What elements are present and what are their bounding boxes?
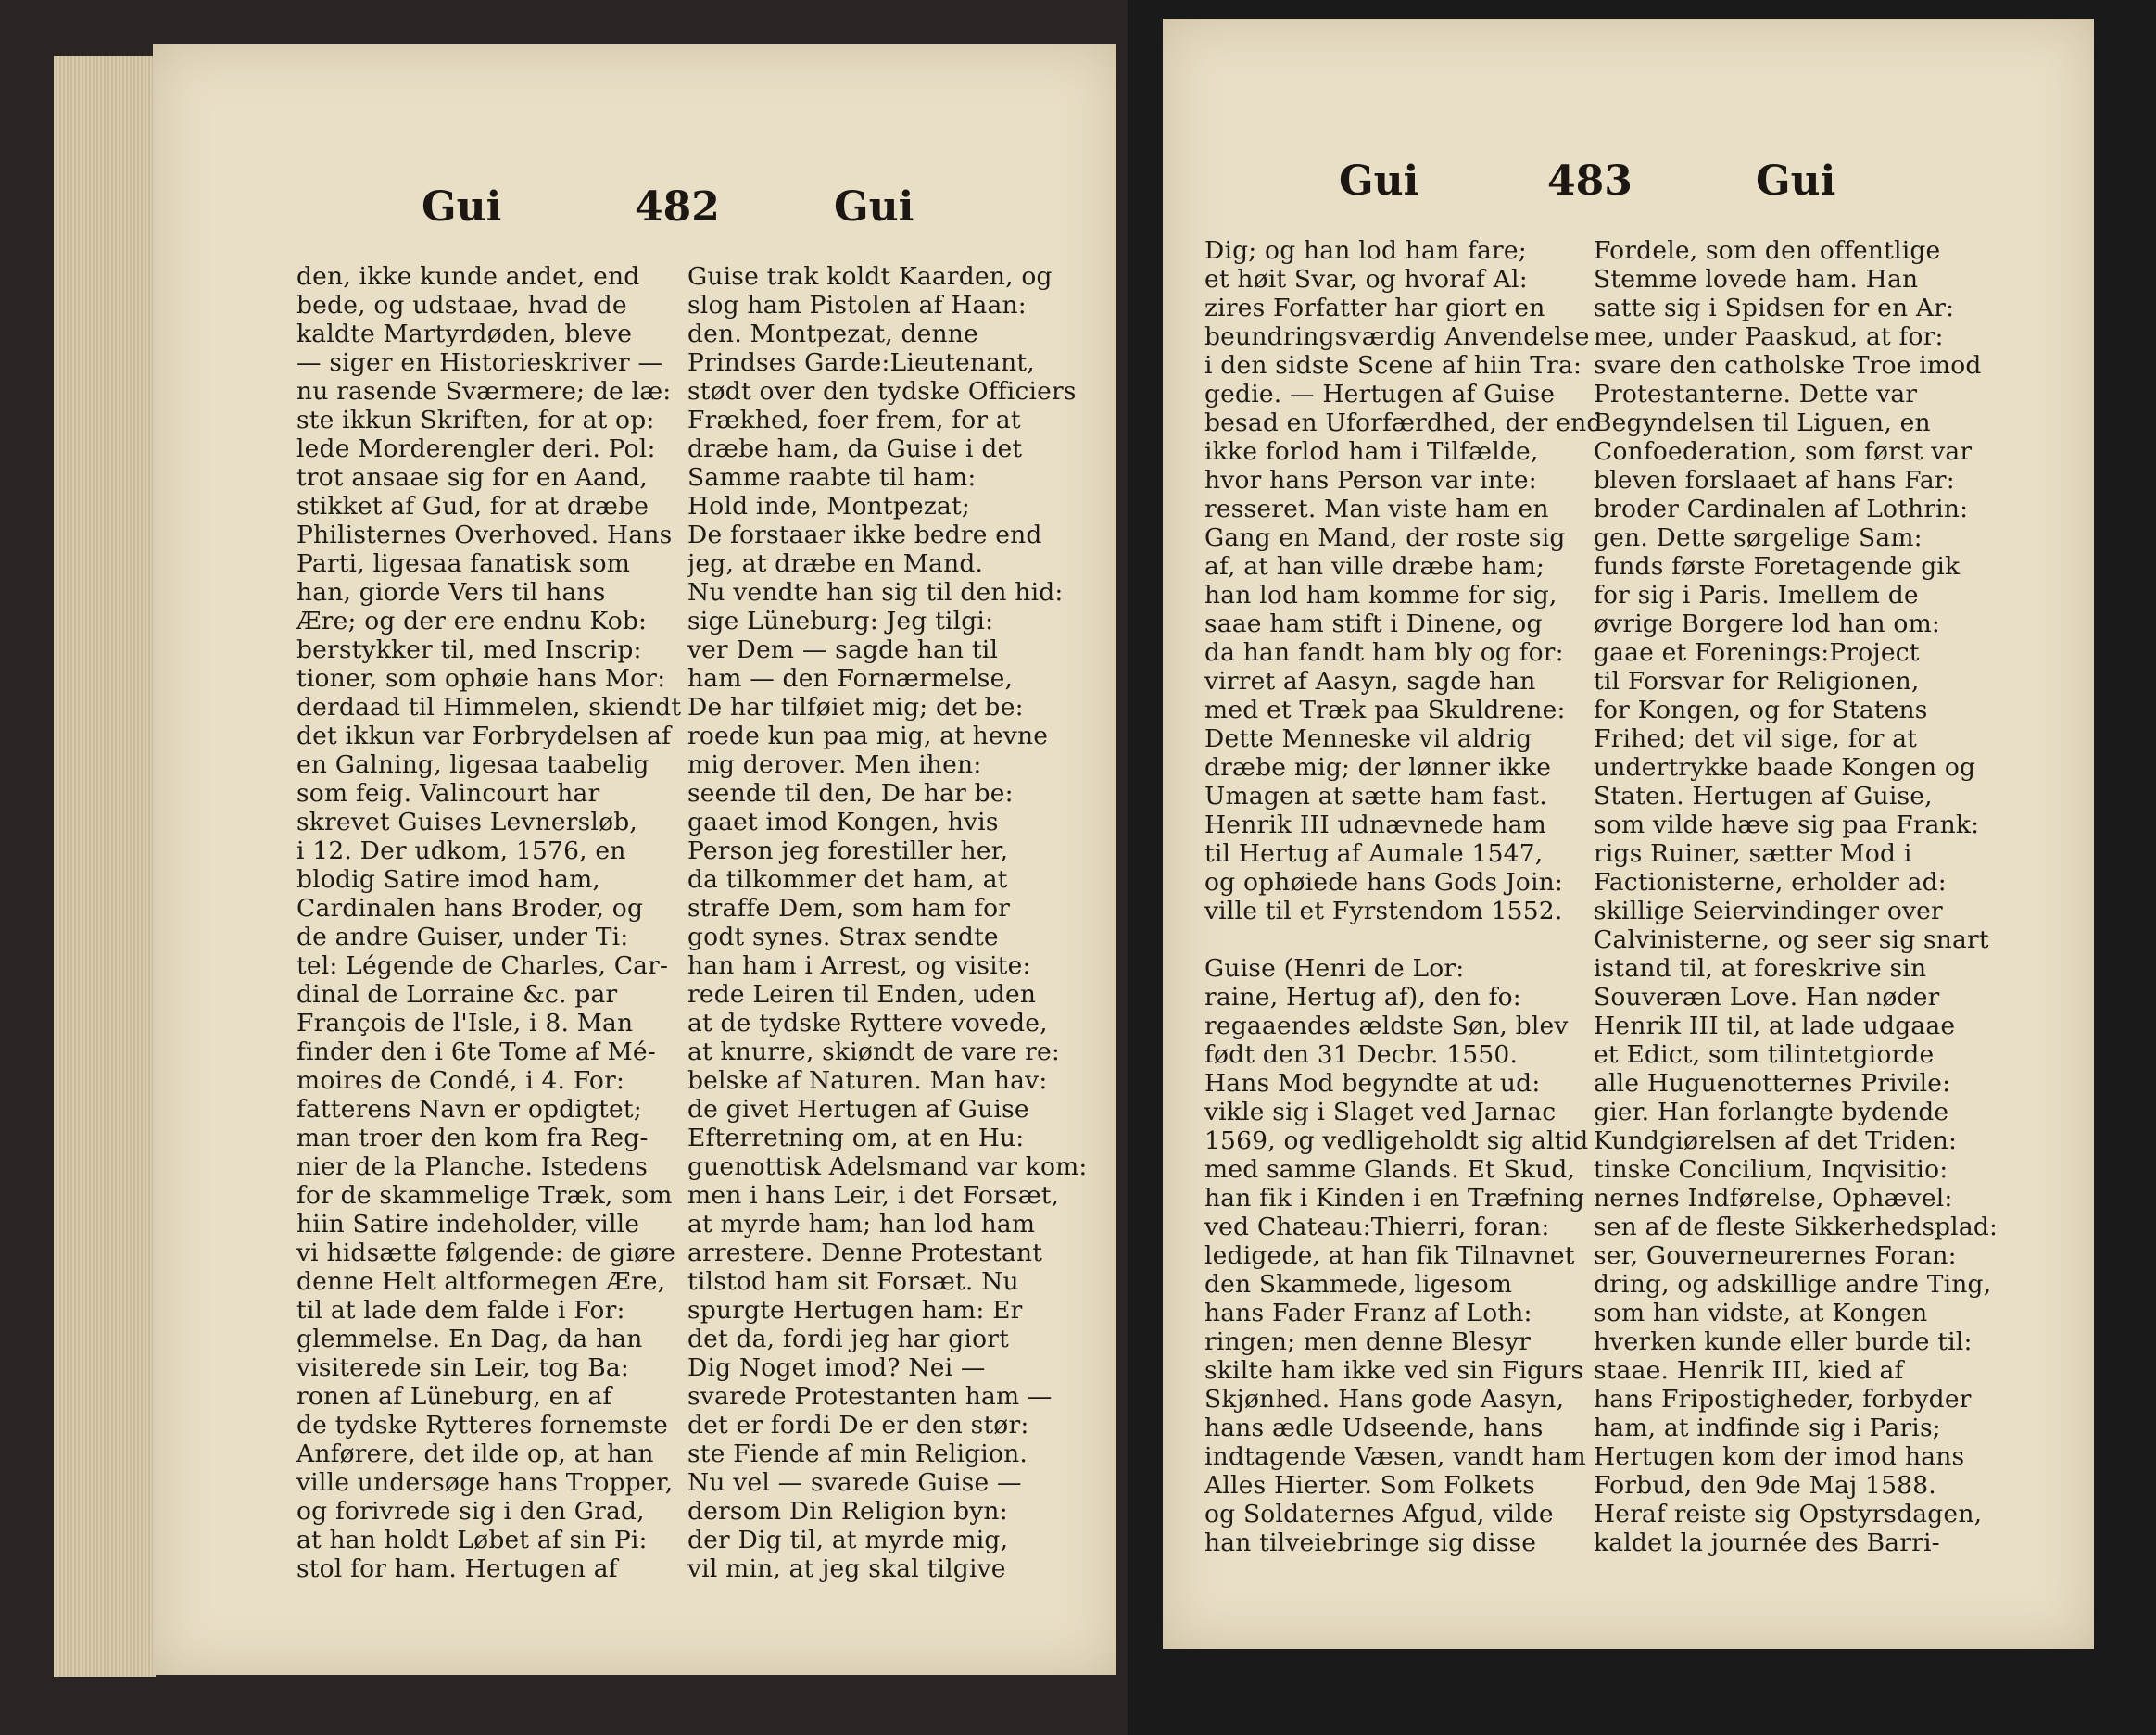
text-line: Stemme lovede ham. Han (1594, 265, 1919, 294)
text-line: vikle sig i Slaget ved Jarnac (1204, 1098, 1557, 1126)
text-line: Heraf reiste sig Opstyrsdagen, (1594, 1500, 1983, 1528)
text-line: ham, at indfinde sig i Paris; (1594, 1414, 1941, 1442)
text-line: funds første Foretagende gik (1594, 552, 1961, 581)
text-line: skillige Seiervindinger over (1594, 897, 1943, 925)
text-line: François de l'Isle, i 8. Man (296, 1009, 634, 1037)
text-line: nernes Indførelse, Ophævel: (1594, 1184, 1953, 1213)
text-line: De forstaaer ikke bedre end (687, 521, 1042, 549)
right-page (1163, 19, 2094, 1649)
text-line: stødt over den tydske Officiers (687, 377, 1077, 406)
text-line: et høit Svar, og hvoraf Al: (1204, 265, 1528, 294)
text-line: dræbe ham, da Guise i det (687, 434, 1023, 463)
text-line: istand til, at foreskrive sin (1594, 954, 1927, 983)
text-line: resseret. Man viste ham en (1204, 495, 1549, 523)
text-line: tel: Légende de Charles, Car- (296, 951, 669, 980)
text-line: Dette Menneske vil aldrig (1204, 724, 1532, 753)
text-line: moires de Condé, i 4. For: (296, 1066, 625, 1095)
text-line: finder den i 6te Tome af Mé- (296, 1037, 656, 1066)
text-line: sige Lüneburg: Jeg tilgi: (687, 607, 994, 635)
text-line: han lod ham komme for sig, (1204, 581, 1557, 610)
text-line: for sig i Paris. Imellem de (1594, 581, 1919, 610)
text-line: Skjønhed. Hans gode Aasyn, (1204, 1385, 1565, 1414)
text-line: de andre Guiser, under Ti: (296, 923, 629, 951)
text-line: Umagen at sætte ham fast. (1204, 782, 1547, 811)
text-line: han fik i Kinden i en Træfning (1204, 1184, 1585, 1213)
text-line: derdaad til Himmelen, skiendt (296, 693, 682, 722)
text-line: øvrige Borgere lod han om: (1594, 610, 1941, 638)
text-line: Henrik III til, at lade udgaae (1594, 1012, 1956, 1040)
page-edges (54, 56, 156, 1677)
page-number: 483 (1547, 157, 1633, 205)
text-line: og ophøiede hans Gods Join: (1204, 868, 1564, 897)
text-line: født den 31 Decbr. 1550. (1204, 1040, 1519, 1069)
text-line: hans Fripostigheder, forbyder (1594, 1385, 1972, 1414)
text-line: Samme raabte til ham: (687, 463, 977, 492)
text-line: vi hidsætte følgende: de giøre (296, 1238, 676, 1267)
text-line: lede Morderengler deri. Pol: (296, 434, 656, 463)
right-page-header (1163, 120, 2094, 205)
text-line: hans ædle Udseende, hans (1204, 1414, 1544, 1442)
text-line: Confoederation, som først var (1594, 437, 1973, 466)
text-line: beundringsværdig Anvendelse (1204, 322, 1590, 351)
text-line: ville undersøge hans Tropper, (296, 1468, 674, 1497)
text-line: gedie. — Hertugen af Guise (1204, 380, 1556, 409)
text-line: besad en Uforfærdhed, der end (1204, 409, 1603, 437)
text-line: Gang en Mand, der roste sig (1204, 523, 1566, 552)
left-page-header (153, 146, 1116, 231)
text-line: bleven forslaaet af hans Far: (1594, 466, 1955, 495)
text-line: regaaendes ældste Søn, blev (1204, 1012, 1569, 1040)
text-line: ham — den Fornærmelse, (687, 664, 1014, 693)
text-line: Calvinisterne, og seer sig snart (1594, 925, 1989, 954)
text-line: zires Forfatter har giort en (1204, 294, 1545, 322)
text-line: Staten. Hertugen af Guise, (1594, 782, 1933, 811)
text-line: han ham i Arrest, og visite: (687, 951, 1031, 980)
text-line: at knurre, skiøndt de vare re: (687, 1037, 1061, 1066)
text-line: broder Cardinalen af Lothrin: (1594, 495, 1969, 523)
text-line: i den sidste Scene af hiin Tra: (1204, 351, 1582, 380)
right-page-column-1 (1204, 236, 1603, 1557)
page-number: 482 (635, 183, 720, 231)
text-line: nu rasende Sværmere; de læ: (296, 377, 672, 406)
left-header-word: Gui (1339, 157, 1419, 205)
text-line: Cardinalen hans Broder, og (296, 894, 644, 923)
text-line: da tilkommer det ham, at (687, 865, 1008, 894)
text-line: alle Huguenotternes Privile: (1594, 1069, 1951, 1098)
text-line: denne Helt altformegen Ære, (296, 1267, 666, 1296)
text-line: med et Træk paa Skuldrene: (1204, 696, 1566, 724)
text-line: dersom Din Religion byn: (687, 1497, 1008, 1526)
text-line: Dig; og han lod ham fare; (1204, 236, 1527, 265)
text-line: i 12. Der udkom, 1576, en (296, 836, 626, 865)
text-line: svare den catholske Troe imod (1594, 351, 1982, 380)
text-line: gaaet imod Kongen, hvis (687, 808, 999, 836)
text-line: Fordele, som den offentlige (1594, 236, 1941, 265)
text-line: for de skammelige Træk, som (296, 1181, 673, 1210)
text-line: Dig Noget imod? Nei — (687, 1353, 986, 1382)
text-line: Frihed; det vil sige, for at (1594, 724, 1918, 753)
text-line: skrevet Guises Levnersløb, (296, 808, 638, 836)
text-line: man troer den kom fra Reg- (296, 1124, 649, 1152)
text-line: af, at han ville dræbe ham; (1204, 552, 1545, 581)
text-line: dinal de Lorraine &c. par (296, 980, 618, 1009)
text-line: kaldte Martyrdøden, bleve (296, 320, 633, 348)
text-line: stikket af Gud, for at dræbe (296, 492, 649, 521)
text-line: guenottisk Adelsmand var kom: (687, 1152, 1088, 1181)
text-line (1204, 925, 1603, 954)
text-line: han tilveiebringe sig disse (1204, 1528, 1537, 1557)
text-line: kaldet la journée des Barri- (1594, 1528, 1940, 1557)
text-line: Hold inde, Montpezat; (687, 492, 970, 521)
text-line: svarede Protestanten ham — (687, 1382, 1053, 1411)
right-page-column-2 (1594, 236, 1998, 1557)
text-line: tinske Concilium, Inqvisitio: (1594, 1155, 1948, 1184)
text-line: at han holdt Løbet af sin Pi: (296, 1526, 648, 1554)
text-line: Ære; og der ere endnu Kob: (296, 607, 648, 635)
text-line: ringen; men denne Blesyr (1204, 1327, 1532, 1356)
text-line: vil min, at jeg skal tilgive (687, 1554, 1006, 1583)
text-line: Anførere, det ilde op, at han (296, 1440, 654, 1468)
text-line: at myrde ham; han lod ham (687, 1210, 1036, 1238)
text-line: trot ansaae sig for en Aand, (296, 463, 648, 492)
text-line: bede, og udstaae, hvad de (296, 291, 627, 320)
text-line: visiterede sin Leir, tog Ba: (296, 1353, 629, 1382)
text-line: straffe Dem, som ham for (687, 894, 1011, 923)
text-line: Nu vel — svarede Guise — (687, 1468, 1022, 1497)
text-line: som vilde hæve sig paa Frank: (1594, 811, 1980, 839)
text-line: med samme Glands. Et Skud, (1204, 1155, 1576, 1184)
text-line: staae. Henrik III, kied af (1594, 1356, 1904, 1385)
text-line: en Galning, ligesaa taabelig (296, 750, 649, 779)
text-line: blodig Satire imod ham, (296, 865, 601, 894)
text-line: Factionisterne, erholder ad: (1594, 868, 1947, 897)
text-line: til Hertug af Aumale 1547, (1204, 839, 1544, 868)
text-line: spurgte Hertugen ham: Er (687, 1296, 1023, 1325)
text-line: raine, Hertug af), den fo: (1204, 983, 1521, 1012)
text-line: undertrykke baade Kongen og (1594, 753, 1976, 782)
text-line: dring, og adskillige andre Ting, (1594, 1270, 1992, 1299)
right-header-word: Gui (1756, 157, 1836, 205)
text-line: de givet Hertugen af Guise (687, 1095, 1029, 1124)
text-line: Forbud, den 9de Maj 1588. (1594, 1471, 1936, 1500)
text-line: gen. Dette sørgelige Sam: (1594, 523, 1923, 552)
text-line: men i hans Leir, i det Forsæt, (687, 1181, 1060, 1210)
text-line: til at lade dem falde i For: (296, 1296, 625, 1325)
left-page-column-1 (296, 262, 681, 1583)
text-line: de tydske Rytteres fornemste (296, 1411, 669, 1440)
text-line: Efterretning om, at en Hu: (687, 1124, 1025, 1152)
text-line: mig derover. Men ihen: (687, 750, 982, 779)
text-line: jeg, at dræbe en Mand. (687, 549, 984, 578)
text-line: Guise trak koldt Kaarden, og (687, 262, 1053, 291)
text-line: fatterens Navn er opdigtet; (296, 1095, 642, 1124)
text-line: ville til et Fyrstendom 1552. (1204, 897, 1563, 925)
text-line: roede kun paa mig, at hevne (687, 722, 1049, 750)
text-line: Guise (Henri de Lor: (1204, 954, 1465, 983)
text-line: han, giorde Vers til hans (296, 578, 606, 607)
text-line: et Edict, som tilintetgiorde (1594, 1040, 1935, 1069)
text-line: Hans Mod begyndte at ud: (1204, 1069, 1541, 1098)
text-line: gier. Han forlangte bydende (1594, 1098, 1949, 1126)
text-line: til Forsvar for Religionen, (1594, 667, 1920, 696)
text-line: Frækhed, foer frem, for at (687, 406, 1021, 434)
right-header-word: Gui (834, 183, 914, 231)
text-line: ser, Gouverneurernes Foran: (1594, 1241, 1957, 1270)
text-line: det da, fordi jeg har giort (687, 1325, 1009, 1353)
text-line: ikke forlod ham i Tilfælde, (1204, 437, 1539, 466)
text-line: berstykker til, med Inscrip: (296, 635, 642, 664)
text-line: — siger en Historieskriver — (296, 348, 663, 377)
text-line: tioner, som ophøie hans Mor: (296, 664, 666, 693)
left-header-word: Gui (422, 183, 502, 231)
text-line: den Skammede, ligesom (1204, 1270, 1513, 1299)
text-line: satte sig i Spidsen for en Ar: (1594, 294, 1955, 322)
text-line: Kundgiørelsen af det Triden: (1594, 1126, 1958, 1155)
text-line: Henrik III udnævnede ham (1204, 811, 1546, 839)
text-line: Alles Hierter. Som Folkets (1204, 1471, 1535, 1500)
text-line: der Dig til, at myrde mig, (687, 1526, 1009, 1554)
text-line: slog ham Pistolen af Haan: (687, 291, 1027, 320)
text-line: De har tilføiet mig; det be: (687, 693, 1024, 722)
left-page (153, 44, 1116, 1675)
text-line: Protestanterne. Dette var (1594, 380, 1918, 409)
text-line: ste Fiende af min Religion. (687, 1440, 1028, 1468)
text-line: dræbe mig; der lønner ikke (1204, 753, 1552, 782)
text-line: ronen af Lüneburg, en af (296, 1382, 612, 1411)
text-line: det er fordi De er den stør: (687, 1411, 1029, 1440)
text-line: som han vidste, at Kongen (1594, 1299, 1928, 1327)
text-line: Nu vendte han sig til den hid: (687, 578, 1064, 607)
text-line: hverken kunde eller burde til: (1594, 1327, 1973, 1356)
text-line: Parti, ligesaa fanatisk som (296, 549, 631, 578)
text-line: glemmelse. En Dag, da han (296, 1325, 643, 1353)
text-line: hvor hans Person var inte: (1204, 466, 1537, 495)
text-line: Begyndelsen til Liguen, en (1594, 409, 1931, 437)
text-line: Hertugen kom der imod hans (1594, 1442, 1965, 1471)
text-line: seende til den, De har be: (687, 779, 1014, 808)
left-page-column-2 (687, 262, 1088, 1583)
text-line: den, ikke kunde andet, end (296, 262, 640, 291)
text-line: nier de la Planche. Istedens (296, 1152, 649, 1181)
text-line: mee, under Paaskud, at for: (1594, 322, 1944, 351)
text-line: hans Fader Franz af Loth: (1204, 1299, 1532, 1327)
text-line: 1569, og vedligeholdt sig altid (1204, 1126, 1589, 1155)
text-line: ved Chateau:Thierri, foran: (1204, 1213, 1550, 1241)
text-line: det ikkun var Forbrydelsen af (296, 722, 672, 750)
text-line: stol for ham. Hertugen af (296, 1554, 618, 1583)
text-line: ledigede, at han fik Tilnavnet (1204, 1241, 1575, 1270)
text-line: hiin Satire indeholder, ville (296, 1210, 640, 1238)
text-line: arrestere. Denne Protestant (687, 1238, 1043, 1267)
text-line: ste ikkun Skriften, for at op: (296, 406, 655, 434)
text-line: gaae et Forenings:Project (1594, 638, 1920, 667)
text-line: den. Montpezat, denne (687, 320, 978, 348)
text-line: da han fandt ham bly og for: (1204, 638, 1564, 667)
text-line: Prindses Garde:Lieutenant, (687, 348, 1035, 377)
text-line: saae ham stift i Dinene, og (1204, 610, 1543, 638)
text-line: som feig. Valincourt har (296, 779, 600, 808)
text-line: virret af Aasyn, sagde han (1204, 667, 1536, 696)
text-line: at de tydske Ryttere vovede, (687, 1009, 1048, 1037)
text-line: sen af de fleste Sikkerhedsplad: (1594, 1213, 1998, 1241)
text-line: og Soldaternes Afgud, vilde (1204, 1500, 1554, 1528)
text-line: godt synes. Strax sendte (687, 923, 999, 951)
text-line: belske af Naturen. Man hav: (687, 1066, 1048, 1095)
text-line: tilstod ham sit Forsæt. Nu (687, 1267, 1019, 1296)
text-line: ver Dem — sagde han til (687, 635, 999, 664)
text-line: for Kongen, og for Statens (1594, 696, 1928, 724)
text-line: Souveræn Love. Han nøder (1594, 983, 1940, 1012)
text-line: rede Leiren til Enden, uden (687, 980, 1037, 1009)
text-line: Person jeg forestiller her, (687, 836, 1009, 865)
text-line: og forivrede sig i den Grad, (296, 1497, 645, 1526)
text-line: indtagende Væsen, vandt ham (1204, 1442, 1586, 1471)
text-line: Philisternes Overhoved. Hans (296, 521, 673, 549)
text-line: skilte ham ikke ved sin Figurs (1204, 1356, 1584, 1385)
text-line: rigs Ruiner, sætter Mod i (1594, 839, 1912, 868)
